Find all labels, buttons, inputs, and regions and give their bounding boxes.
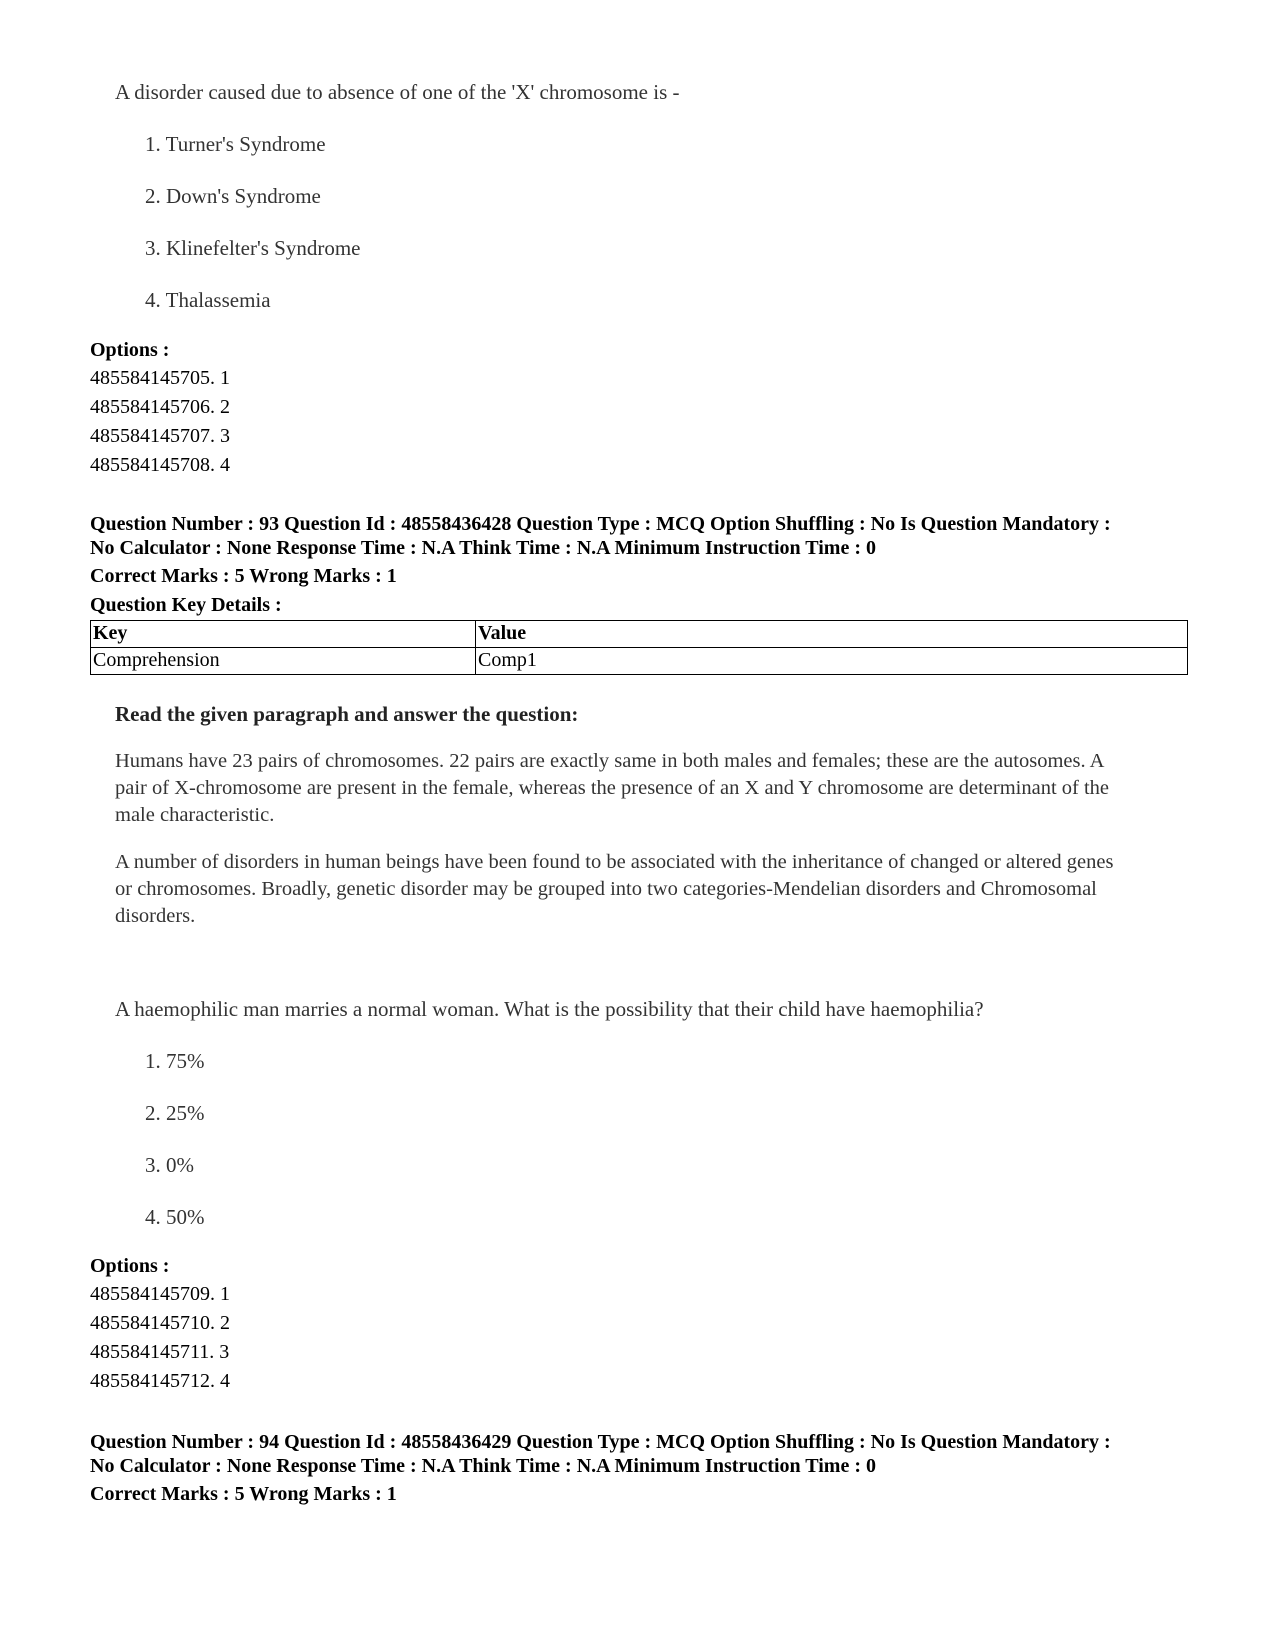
q93-choice-2: 2. 25% bbox=[145, 1101, 205, 1125]
q92-choice-1: 1. Turner's Syndrome bbox=[145, 132, 326, 156]
passage-paragraph-2: A number of disorders in human beings have been found to be associated with the inheritance of changed or altered genes or chromosomes. Broadly, genetic disorder may be grouped into two categories-Mendelian disorders and Chromosomal disorders. bbox=[115, 851, 1114, 927]
q93-passage-block bbox=[115, 700, 1115, 930]
q93-key-details-label: Question Key Details : bbox=[90, 594, 282, 616]
q93-options-label: Options : bbox=[90, 1255, 170, 1277]
q94-meta bbox=[90, 1430, 1200, 1509]
q94-marks: Correct Marks : 5 Wrong Marks : 1 bbox=[90, 1483, 397, 1505]
passage-title: Read the given paragraph and answer the question: bbox=[115, 702, 579, 726]
q93-choice-1: 1. 75% bbox=[145, 1049, 205, 1073]
q92-option-1: 485584145705. 1 bbox=[90, 367, 230, 389]
q92-option-4: 485584145708. 4 bbox=[90, 454, 230, 476]
q94-meta-line-1: Question Number : 94 Question Id : 48558436429 Question Type : MCQ Option Shuffling : No Is Question Mandatory : bbox=[90, 1431, 1111, 1453]
q92-option-3: 485584145707. 3 bbox=[90, 425, 230, 447]
q93-marks: Correct Marks : 5 Wrong Marks : 1 bbox=[90, 565, 397, 587]
table-row bbox=[91, 648, 1188, 675]
q92-choice-2: 2. Down's Syndrome bbox=[145, 184, 321, 208]
q93-option-2: 485584145710. 2 bbox=[90, 1312, 230, 1334]
q92-question-text: A disorder caused due to absence of one of the 'X' chromosome is - bbox=[115, 80, 680, 104]
q93-choice-3: 3. 0% bbox=[145, 1153, 194, 1177]
q93-option-3: 485584145711. 3 bbox=[90, 1341, 230, 1363]
q92-choice-4: 4. Thalassemia bbox=[145, 288, 271, 312]
q92-option-2: 485584145706. 2 bbox=[90, 396, 230, 418]
q92-options bbox=[90, 336, 230, 480]
q92-options-label: Options : bbox=[90, 339, 170, 361]
q92-choice-3: 3. Klinefelter's Syndrome bbox=[145, 236, 361, 260]
q93-meta-line-2: No Calculator : None Response Time : N.A Think Time : N.A Minimum Instruction Time : 0 bbox=[90, 537, 876, 559]
q93-option-4: 485584145712. 4 bbox=[90, 1370, 230, 1392]
table-header-row bbox=[91, 621, 1188, 648]
table-header-key: Key bbox=[91, 621, 476, 648]
q93-key-table bbox=[90, 620, 1188, 675]
q93-options bbox=[90, 1252, 230, 1396]
table-cell-key: Comprehension bbox=[91, 648, 476, 675]
q93-choice-4: 4. 50% bbox=[145, 1205, 205, 1229]
q92-question-block bbox=[115, 78, 1115, 314]
table-cell-value: Comp1 bbox=[476, 648, 1188, 675]
q93-meta bbox=[90, 512, 1200, 620]
q93-meta-line-1: Question Number : 93 Question Id : 48558436428 Question Type : MCQ Option Shuffling : No Is Question Mandatory : bbox=[90, 513, 1111, 535]
table-header-value: Value bbox=[476, 621, 1188, 648]
q93-question-text: A haemophilic man marries a normal woman. What is the possibility that their child have haemophilia? bbox=[115, 997, 984, 1021]
q93-option-1: 485584145709. 1 bbox=[90, 1283, 230, 1305]
q94-meta-line-2: No Calculator : None Response Time : N.A Think Time : N.A Minimum Instruction Time : 0 bbox=[90, 1455, 876, 1477]
q93-question-block bbox=[115, 995, 1165, 1231]
passage-paragraph-1: Humans have 23 pairs of chromosomes. 22 pairs are exactly same in both males and females; these are the autosomes. A pair of X-chromosome are present in the female, whereas the presence of an X and Y chromosome are determinant of the male characteristic. bbox=[115, 750, 1110, 826]
